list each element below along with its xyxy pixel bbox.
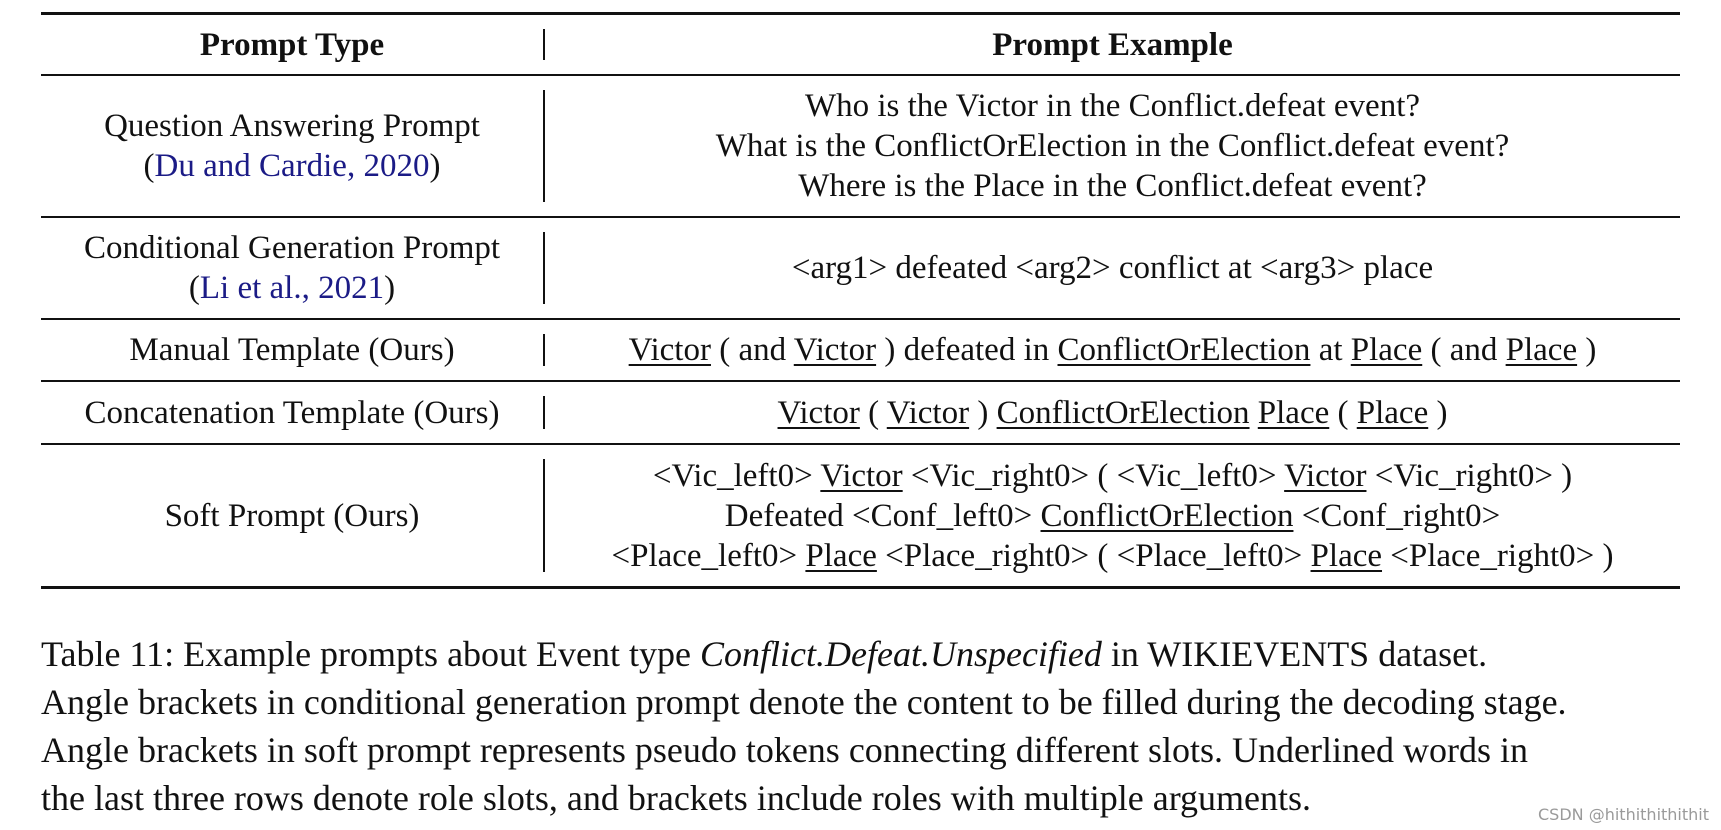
template-text: at	[1310, 332, 1351, 368]
template-text: (	[1329, 394, 1357, 431]
role-slot: Victor	[886, 394, 970, 431]
template-text	[1250, 395, 1258, 431]
role-slot: Victor	[777, 394, 860, 431]
caption-text: in WIKIEVENTS dataset.	[1101, 634, 1488, 674]
template-text: Defeated <Conf_left0>	[724, 497, 1041, 534]
template-text: <Conf_right0>	[1293, 497, 1501, 534]
role-slot: Place	[1350, 332, 1423, 368]
template-text: )	[1577, 332, 1597, 368]
table-row	[41, 320, 1680, 380]
header-prompt-example: Prompt Example	[992, 26, 1233, 63]
caption-line: Angle brackets in soft prompt represents pseudo tokens connecting different slots. Underlined words in	[41, 730, 1529, 770]
caption-label: Table 11:	[41, 634, 175, 674]
caption-line: the last three rows denote role slots, and brackets include roles with multiple arguments.	[41, 778, 1312, 818]
table-header-row	[41, 15, 1680, 74]
role-slot: Place	[1257, 394, 1330, 431]
template-text: )	[1428, 394, 1448, 431]
template-text: <Vic_right0> )	[1366, 457, 1573, 494]
role-slot: Place	[1310, 537, 1383, 574]
role-slot: ConflictOrElection	[996, 394, 1250, 431]
caption-line: Angle brackets in conditional generation prompt denote the content to be filled during the decoding stage.	[41, 682, 1567, 722]
prompt-type-label: Concatenation Template (Ours)	[84, 394, 500, 431]
role-slot: Victor	[1284, 457, 1367, 494]
prompt-example-line	[611, 536, 1613, 576]
role-slot: Place	[1505, 332, 1578, 368]
caption-event-type: Conflict.Defeat.Unspecified	[700, 634, 1102, 674]
prompt-example-line: What is the ConflictOrElection in the Conflict.defeat event?	[715, 128, 1510, 164]
table-row	[41, 382, 1680, 443]
template-text: ( and	[710, 332, 794, 368]
prompt-example-line: Who is the Victor in the Conflict.defeat event?	[804, 88, 1421, 124]
prompt-type-label: Conditional Generation Prompt	[83, 230, 501, 266]
citation-link[interactable]: Du and Cardie, 2020	[154, 148, 430, 184]
prompt-type-citation: (Li et al., 2021)	[188, 270, 396, 306]
prompt-example-line: <arg1> defeated <arg2> conflict at <arg3> place	[791, 250, 1434, 286]
prompt-table	[41, 12, 1680, 589]
prompt-type-label: Question Answering Prompt	[104, 108, 480, 144]
prompt-type-label: Soft Prompt (Ours)	[164, 497, 420, 534]
header-prompt-type: Prompt Type	[199, 26, 385, 63]
role-slot: Place	[1356, 394, 1429, 431]
role-slot: Victor	[628, 332, 711, 368]
prompt-example-line	[725, 496, 1501, 536]
citation-link[interactable]: Li et al., 2021	[199, 270, 385, 306]
role-slot: ConflictOrElection	[1040, 497, 1294, 534]
table-row	[41, 76, 1680, 216]
template-text: <Vic_left0>	[652, 457, 821, 494]
template-text: ( and	[1422, 332, 1506, 368]
bottom-rule	[41, 586, 1680, 589]
role-slot: Victor	[793, 332, 877, 368]
template-text: <Place_left0>	[611, 537, 806, 574]
table-row	[41, 218, 1680, 318]
caption-line	[41, 630, 1691, 678]
table-row	[41, 445, 1680, 586]
prompt-type-citation: (Du and Cardie, 2020)	[143, 148, 441, 184]
prompt-type-label: Manual Template (Ours)	[129, 332, 455, 368]
role-slot: Victor	[820, 457, 903, 494]
caption-text: Example prompts about Event type	[174, 634, 700, 674]
role-slot: ConflictOrElection	[1057, 332, 1311, 368]
watermark: CSDN @hithithithithit	[1538, 805, 1709, 824]
template-text: <Place_right0> ( <Place_left0>	[876, 537, 1311, 574]
prompt-example-line: Where is the Place in the Conflict.defeat event?	[798, 168, 1427, 204]
prompt-example-line	[653, 456, 1572, 496]
prompt-example-line	[629, 330, 1597, 370]
role-slot: Place	[805, 537, 877, 574]
template-text: ) defeated in	[876, 332, 1058, 368]
table-caption	[41, 630, 1691, 822]
template-text: )	[969, 394, 997, 431]
template-text: <Vic_right0> ( <Vic_left0>	[902, 457, 1285, 494]
template-text: <Place_right0> )	[1382, 537, 1614, 574]
prompt-example-line	[778, 393, 1448, 433]
template-text: (	[859, 394, 887, 431]
